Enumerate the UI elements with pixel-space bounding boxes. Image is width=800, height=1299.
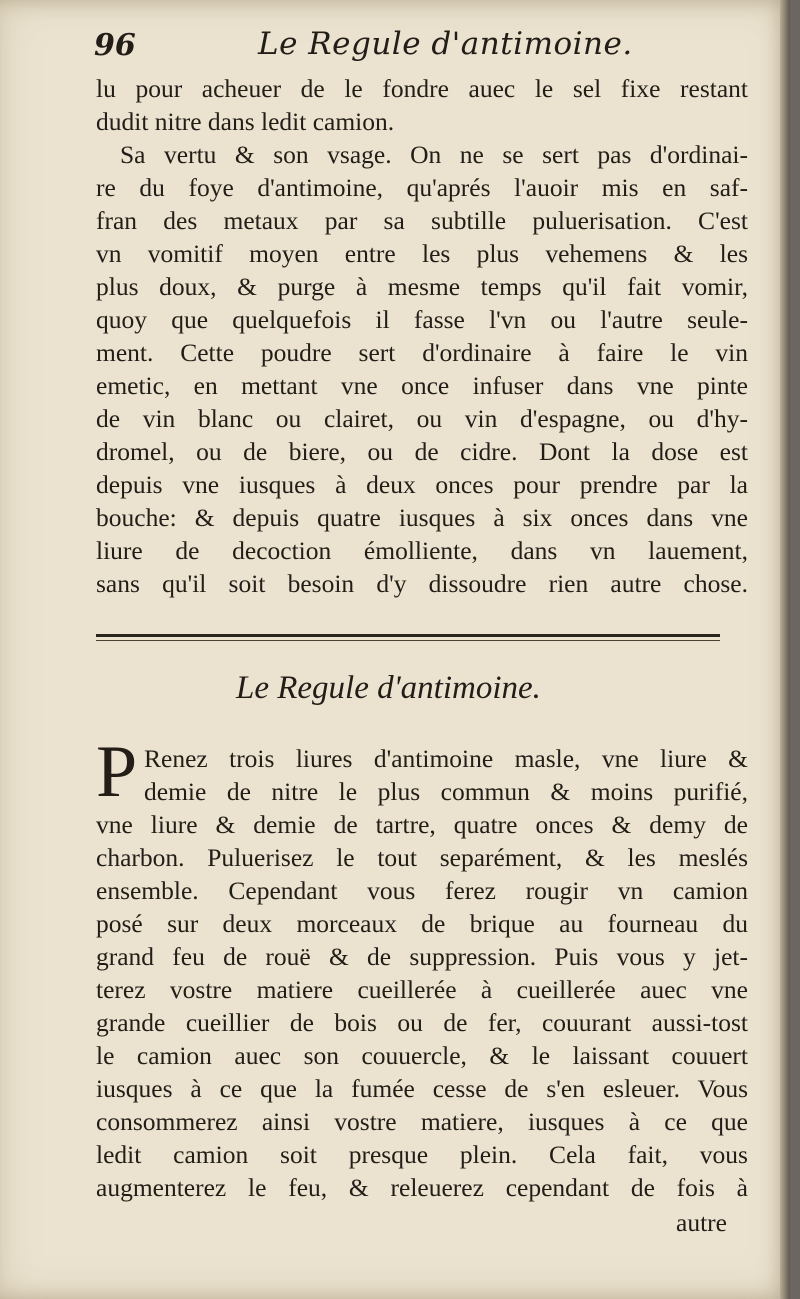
text-line: posé sur deux morceaux de brique au fourneau du: [96, 909, 748, 938]
text-line: Renez trois liures d'antimoine masle, vne liure &: [144, 744, 748, 773]
text-line: plus doux, & purge à mesme temps qu'il fait vomir,: [96, 272, 748, 301]
text-line: demie de nitre le plus commun & moins purifié,: [144, 777, 748, 806]
lower-paragraph-indented: [144, 742, 748, 808]
text-line: le camion auec son couuercle, & le laissant couuert: [96, 1041, 748, 1070]
text-line: consommerez ainsi vostre matiere, iusques à ce que: [96, 1107, 748, 1136]
text-line: augmenterez le feu, & releuerez cependant de fois à: [96, 1173, 748, 1202]
catchword: autre: [676, 1208, 727, 1237]
text-line: vne liure & demie de tartre, quatre onces & demy de: [96, 810, 748, 839]
text-line: grand feu de rouë & de suppression. Puis vous y jet-: [96, 942, 748, 971]
text-line: grande cueillier de bois ou de fer, couurant aussi-tost: [96, 1008, 748, 1037]
text-line: fran des metaux par sa subtille puluerisation. C'est: [96, 206, 748, 235]
section-divider: [96, 634, 720, 642]
text-line: emetic, en mettant vne once infuser dans vne pinte: [96, 371, 748, 400]
text-line: iusques à ce que la fumée cesse de s'en esleuer. Vous: [96, 1074, 748, 1103]
text-line: ledit camion soit presque plein. Cela fait, vous: [96, 1140, 748, 1169]
divider-thick-line: [96, 634, 720, 637]
text-line: quoy que quelquefois il fasse l'vn ou l'autre seule-: [96, 305, 748, 334]
text-line: lu pour acheuer de le fondre auec le sel fixe restant: [96, 74, 748, 103]
text-line: bouche: & depuis quatre iusques à six onces dans vne: [96, 503, 748, 532]
page-header: [94, 24, 744, 74]
page-number: 96: [94, 28, 136, 63]
text-line: terez vostre matiere cueillerée à cueillerée auec vne: [96, 975, 748, 1004]
text-line: vn vomitif moyen entre les plus vehemens & les: [96, 239, 748, 268]
text-line: sans qu'il soit besoin d'y dissoudre rien autre chose.: [96, 569, 748, 598]
text-line: liure de decoction émolliente, dans vn lauement,: [96, 536, 748, 565]
text-line: charbon. Puluerisez le tout separément, & les meslés: [96, 843, 748, 872]
text-line: ment. Cette poudre sert d'ordinaire à faire le vin: [96, 338, 748, 367]
text-line: de vin blanc ou clairet, ou vin d'espagne, ou d'hy-: [96, 404, 748, 433]
text-line: depuis vne iusques à deux onces pour prendre par la: [96, 470, 748, 499]
running-title: Le Regule d'antimoine.: [258, 26, 633, 62]
text-line: ensemble. Cependant vous ferez rougir vn camion: [96, 876, 748, 905]
text-line: Sa vertu & son vsage. On ne se sert pas d'ordinai-: [120, 140, 748, 169]
text-line: re du foye d'antimoine, qu'aprés l'auoir mis en saf-: [96, 173, 748, 202]
text-line: dromel, ou de biere, ou de cidre. Dont la dose est: [96, 437, 748, 466]
drop-cap: P: [96, 731, 138, 813]
text-line: dudit nitre dans ledit camion.: [96, 107, 395, 136]
section-title: Le Regule d'antimoine.: [236, 670, 541, 706]
page-edge-shadow: [780, 0, 790, 1299]
upper-paragraph: [96, 72, 748, 600]
divider-thin-line: [96, 640, 720, 641]
lower-paragraph: [96, 808, 748, 1204]
